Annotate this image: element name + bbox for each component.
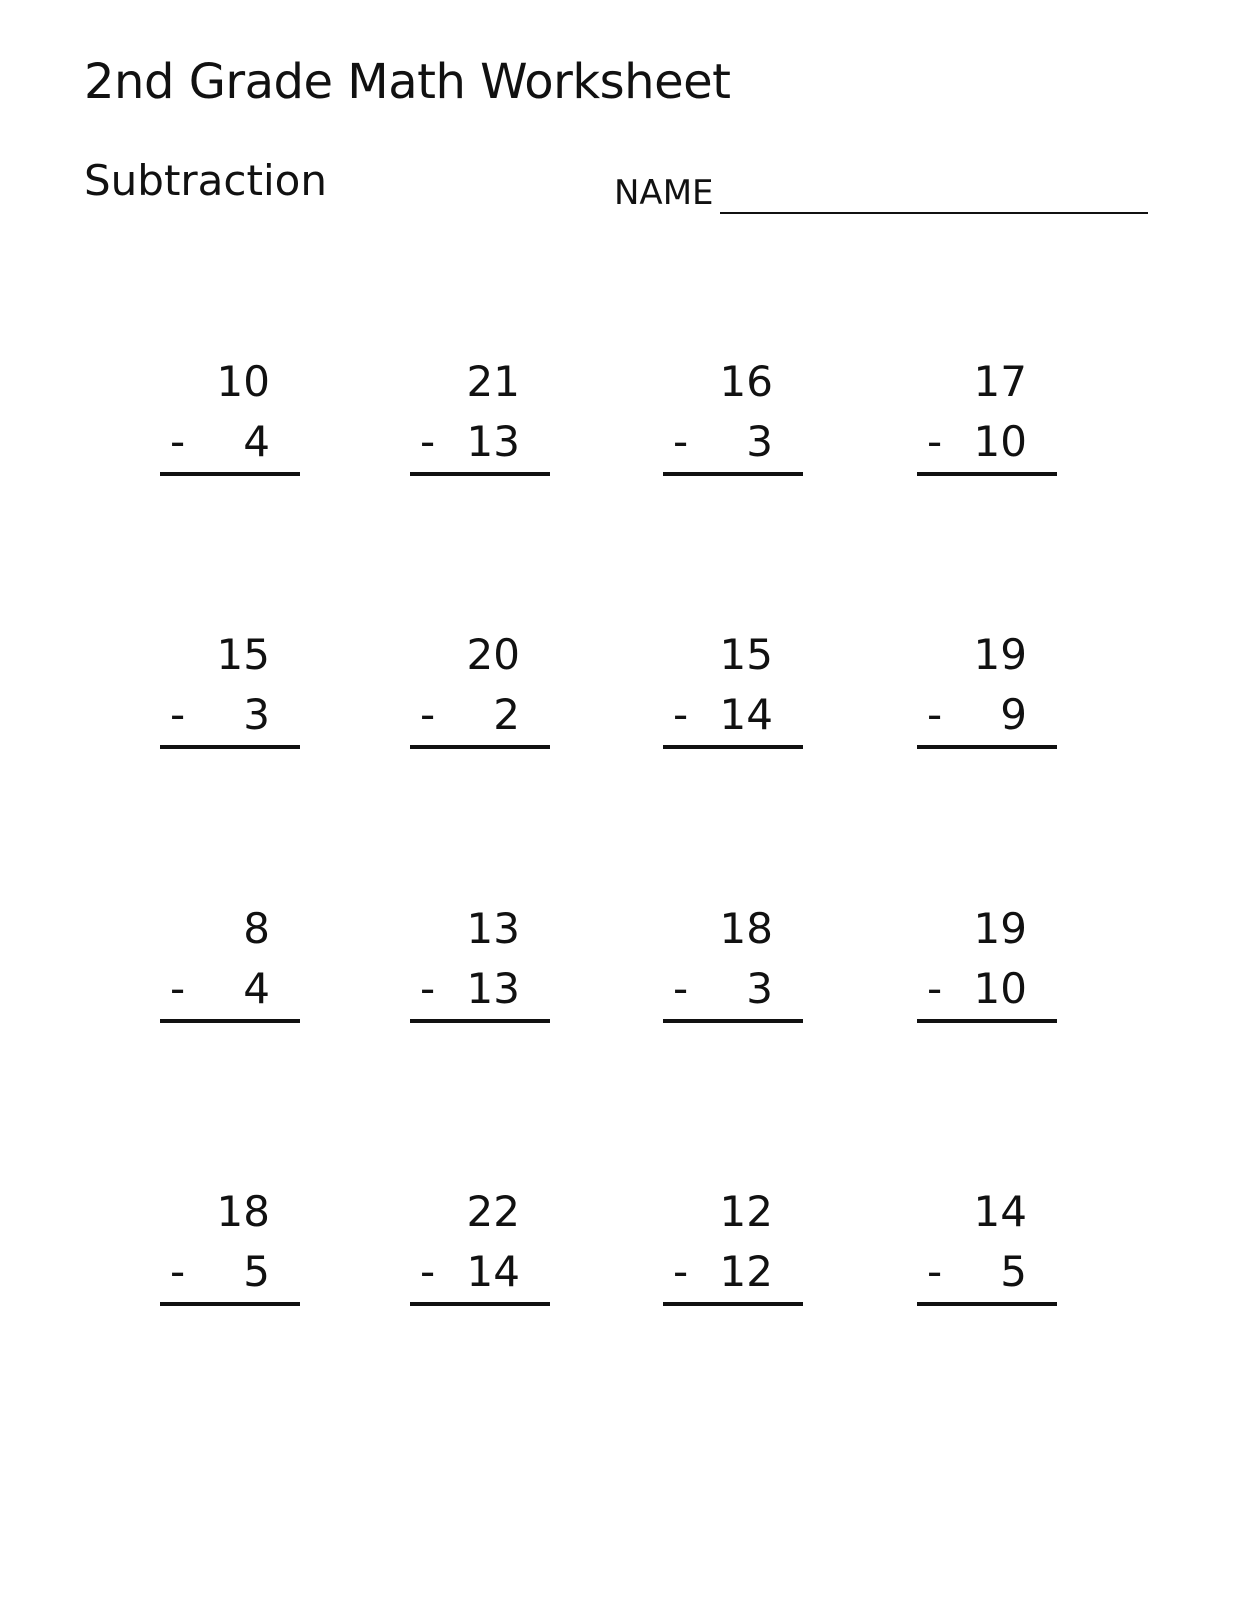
subtrahend: 10 <box>973 417 1027 466</box>
subtraction-problem <box>160 1186 300 1316</box>
subtrahend: 3 <box>746 417 773 466</box>
minuend: 16 <box>719 357 773 406</box>
subtraction-problem <box>917 903 1057 1033</box>
minuend: 13 <box>466 904 520 953</box>
answer-line[interactable] <box>663 1019 803 1023</box>
answer-line[interactable] <box>663 1302 803 1306</box>
answer-line[interactable] <box>160 472 300 476</box>
minuend: 20 <box>466 630 520 679</box>
answer-line[interactable] <box>410 745 550 749</box>
answer-line[interactable] <box>160 1019 300 1023</box>
answer-line[interactable] <box>917 1019 1057 1023</box>
minuend: 15 <box>719 630 773 679</box>
minuend: 14 <box>973 1187 1027 1236</box>
answer-line[interactable] <box>663 745 803 749</box>
subtraction-problem <box>663 629 803 759</box>
subtraction-problem <box>410 903 550 1033</box>
subtraction-problem <box>410 356 550 486</box>
minuend: 10 <box>216 357 270 406</box>
subtrahend: 2 <box>493 690 520 739</box>
minus-sign: - <box>673 964 689 1013</box>
worksheet-subtitle: Subtraction <box>84 156 327 205</box>
minus-sign: - <box>927 1247 943 1296</box>
minus-sign: - <box>420 690 436 739</box>
subtraction-problem <box>160 629 300 759</box>
answer-line[interactable] <box>410 1302 550 1306</box>
worksheet-title: 2nd Grade Math Worksheet <box>84 54 731 110</box>
subtrahend: 3 <box>243 690 270 739</box>
subtraction-problem <box>663 1186 803 1316</box>
name-field <box>614 164 1148 214</box>
subtrahend: 14 <box>719 690 773 739</box>
subtrahend: 3 <box>746 964 773 1013</box>
subtrahend: 13 <box>466 417 520 466</box>
subtrahend: 4 <box>243 417 270 466</box>
minus-sign: - <box>673 1247 689 1296</box>
subtrahend: 10 <box>973 964 1027 1013</box>
minus-sign: - <box>927 964 943 1013</box>
subtrahend: 5 <box>243 1247 270 1296</box>
minus-sign: - <box>170 964 186 1013</box>
minuend: 18 <box>216 1187 270 1236</box>
subtraction-problem <box>410 1186 550 1316</box>
minus-sign: - <box>420 964 436 1013</box>
answer-line[interactable] <box>410 472 550 476</box>
minus-sign: - <box>673 690 689 739</box>
minus-sign: - <box>170 1247 186 1296</box>
minus-sign: - <box>927 690 943 739</box>
minuend: 19 <box>973 904 1027 953</box>
subtrahend: 13 <box>466 964 520 1013</box>
answer-line[interactable] <box>410 1019 550 1023</box>
subtrahend: 5 <box>1000 1247 1027 1296</box>
subtrahend: 9 <box>1000 690 1027 739</box>
name-blank-line[interactable] <box>720 174 1148 214</box>
subtraction-problem <box>917 356 1057 486</box>
answer-line[interactable] <box>160 745 300 749</box>
minuend: 21 <box>466 357 520 406</box>
subtraction-problem <box>160 903 300 1033</box>
subtraction-problem <box>160 356 300 486</box>
subtraction-problem <box>917 629 1057 759</box>
subtraction-problem <box>410 629 550 759</box>
minuend: 17 <box>973 357 1027 406</box>
subtraction-problem <box>917 1186 1057 1316</box>
subtraction-problem <box>663 903 803 1033</box>
name-label: NAME <box>614 173 714 213</box>
answer-line[interactable] <box>917 472 1057 476</box>
minus-sign: - <box>420 417 436 466</box>
minus-sign: - <box>170 690 186 739</box>
minuend: 12 <box>719 1187 773 1236</box>
subtrahend: 14 <box>466 1247 520 1296</box>
minuend: 18 <box>719 904 773 953</box>
answer-line[interactable] <box>663 472 803 476</box>
minuend: 19 <box>973 630 1027 679</box>
minuend: 8 <box>243 904 270 953</box>
subtraction-problem <box>663 356 803 486</box>
subtrahend: 12 <box>719 1247 773 1296</box>
subtrahend: 4 <box>243 964 270 1013</box>
answer-line[interactable] <box>917 1302 1057 1306</box>
answer-line[interactable] <box>917 745 1057 749</box>
minus-sign: - <box>927 417 943 466</box>
answer-line[interactable] <box>160 1302 300 1306</box>
minuend: 15 <box>216 630 270 679</box>
minus-sign: - <box>673 417 689 466</box>
minus-sign: - <box>170 417 186 466</box>
minus-sign: - <box>420 1247 436 1296</box>
minuend: 22 <box>466 1187 520 1236</box>
